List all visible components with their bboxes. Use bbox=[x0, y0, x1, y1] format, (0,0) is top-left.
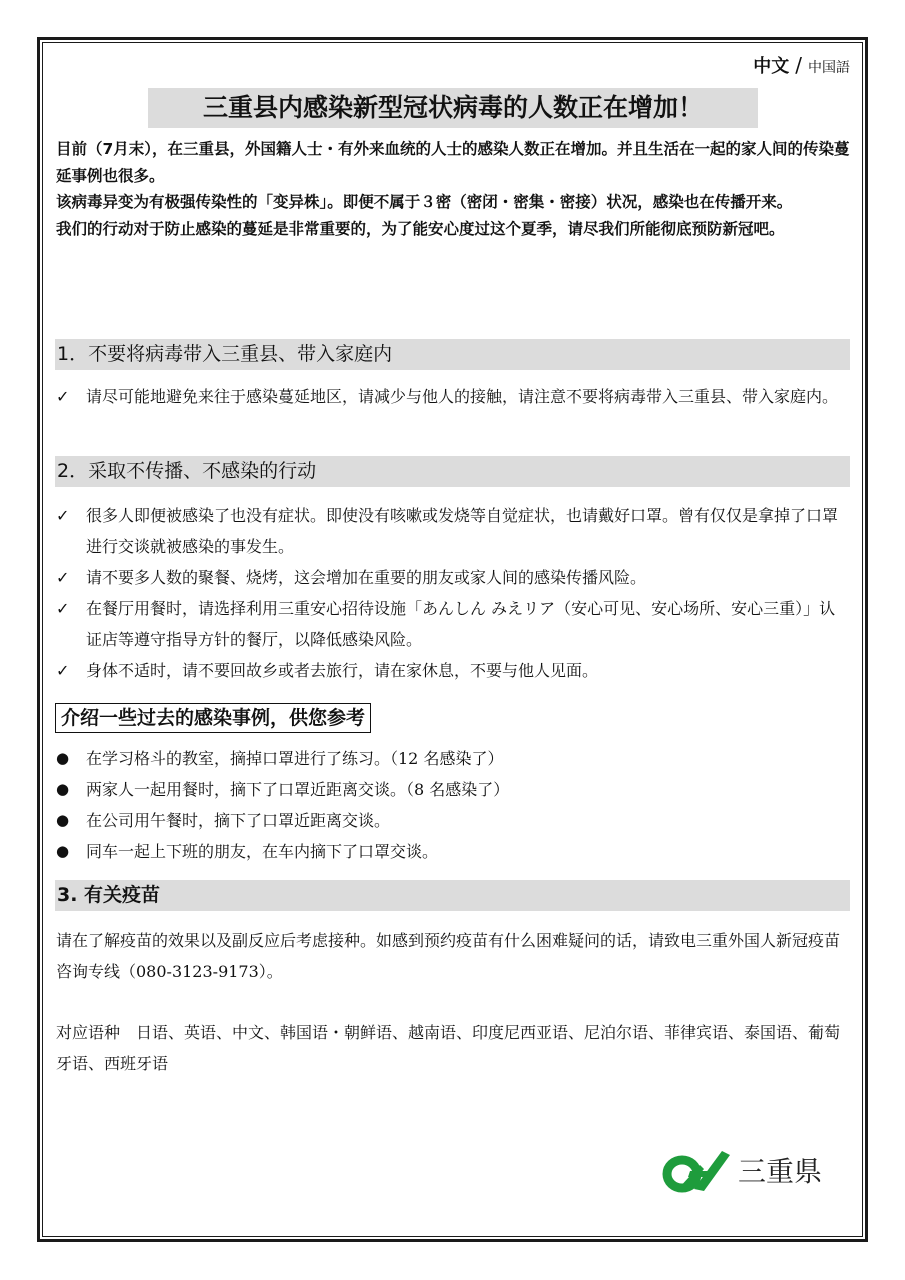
examples-heading: 介绍一些过去的感染事例，供您参考 bbox=[55, 703, 371, 733]
intro-paragraph: 目前（7月末），在三重县，外国籍人士・有外来血统的人士的感染人数正在增加。并且生活在一起的家人间的传染蔓延事例也很多。 bbox=[56, 140, 850, 185]
checkmark-icon: ✓ bbox=[56, 568, 70, 587]
filled-circle-icon: ● bbox=[56, 749, 70, 767]
list-item bbox=[56, 500, 851, 562]
list-item bbox=[56, 774, 851, 805]
intro-paragraph: 我们的行动对于防止感染的蔓延是非常重要的，为了能安心度过这个夏季，请尽我们所能彻底预防新冠吧。 bbox=[56, 219, 785, 238]
logo-text: 三重県 bbox=[738, 1155, 823, 1188]
list-item-text: 在公司用午餐时，摘下了口罩近距离交谈。 bbox=[86, 811, 391, 830]
list-item-text: 请尽可能地避免来往于感染蔓延地区，请减少与他人的接触，请注意不要将病毒带入三重县、带入家庭内。 bbox=[86, 387, 839, 406]
examples-list bbox=[56, 743, 851, 867]
section-1-heading: 1．不要将病毒带入三重县、带入家庭内 bbox=[55, 339, 850, 370]
mie-prefecture-logo bbox=[660, 1145, 822, 1195]
section-2-list bbox=[56, 500, 851, 686]
list-item bbox=[56, 593, 851, 655]
checkmark-icon: ✓ bbox=[56, 506, 70, 525]
list-item-text: 身体不适时，请不要回故乡或者去旅行，请在家休息，不要与他人见面。 bbox=[86, 661, 599, 680]
mie-emblem-icon bbox=[660, 1145, 732, 1195]
list-item bbox=[56, 805, 851, 836]
list-item bbox=[56, 836, 851, 867]
checkmark-icon: ✓ bbox=[56, 599, 70, 618]
list-item-text: 同车一起上下班的朋友，在车内摘下了口罩交谈。 bbox=[86, 842, 439, 861]
list-item-text: 两家人一起用餐时，摘下了口罩近距离交谈。（8 名感染了） bbox=[86, 780, 510, 799]
section-1-list bbox=[56, 381, 851, 412]
filled-circle-icon: ● bbox=[56, 811, 70, 829]
language-separator: / bbox=[795, 53, 802, 77]
checkmark-icon: ✓ bbox=[56, 387, 70, 406]
intro-text bbox=[56, 136, 851, 242]
list-item-text: 很多人即便被感染了也没有症状。即使没有咳嗽或发烧等自觉症状，也请戴好口罩。曾有仅仅是拿掉了口罩进行交谈就被感染的事发生。 bbox=[86, 506, 839, 556]
list-item-text: 在餐厅用餐时，请选择利用三重安心招待设施「あんしん みえリア（安心可见、安心场所、安心三重）」认证店等遵守指导方针的餐厅，以降低感染风险。 bbox=[86, 599, 836, 649]
list-item bbox=[56, 381, 851, 412]
list-item-text: 请不要多人数的聚餐、烧烤，这会增加在重要的朋友或家人间的感染传播风险。 bbox=[86, 568, 647, 587]
list-item bbox=[56, 655, 851, 686]
section-3-heading: 3. 有关疫苗 bbox=[55, 880, 850, 911]
list-item bbox=[56, 743, 851, 774]
language-sub: 中国語 bbox=[808, 60, 850, 76]
section-2-heading: 2．采取不传播、不感染的行动 bbox=[55, 456, 850, 487]
vaccine-info: 请在了解疫苗的效果以及副反应后考虑接种。如感到预约疫苗有什么困难疑问的话，请致电三重外国人新冠疫苗咨询专线（080-3123-9173）。 bbox=[56, 931, 841, 981]
filled-circle-icon: ● bbox=[56, 780, 70, 798]
page-title: 三重县内感染新型冠状病毒的人数正在增加！ bbox=[148, 88, 758, 128]
language-tag bbox=[753, 52, 850, 78]
intro-paragraph: 该病毒异变为有极强传染性的「变异株」。即便不属于３密（密闭・密集・密接）状况，感染也在传播开来。 bbox=[56, 193, 793, 211]
list-item bbox=[56, 562, 851, 593]
filled-circle-icon: ● bbox=[56, 842, 70, 860]
list-item-text: 在学习格斗的教室，摘掉口罩进行了练习。（12 名感染了） bbox=[86, 749, 504, 768]
supported-languages: 对应语种 日语、英语、中文、韩国语・朝鲜语、越南语、印度尼西亚语、尼泊尔语、菲律宾语、泰国语、葡萄牙语、西班牙语 bbox=[56, 1023, 841, 1073]
language-main: 中文 bbox=[753, 56, 790, 77]
checkmark-icon: ✓ bbox=[56, 661, 70, 680]
